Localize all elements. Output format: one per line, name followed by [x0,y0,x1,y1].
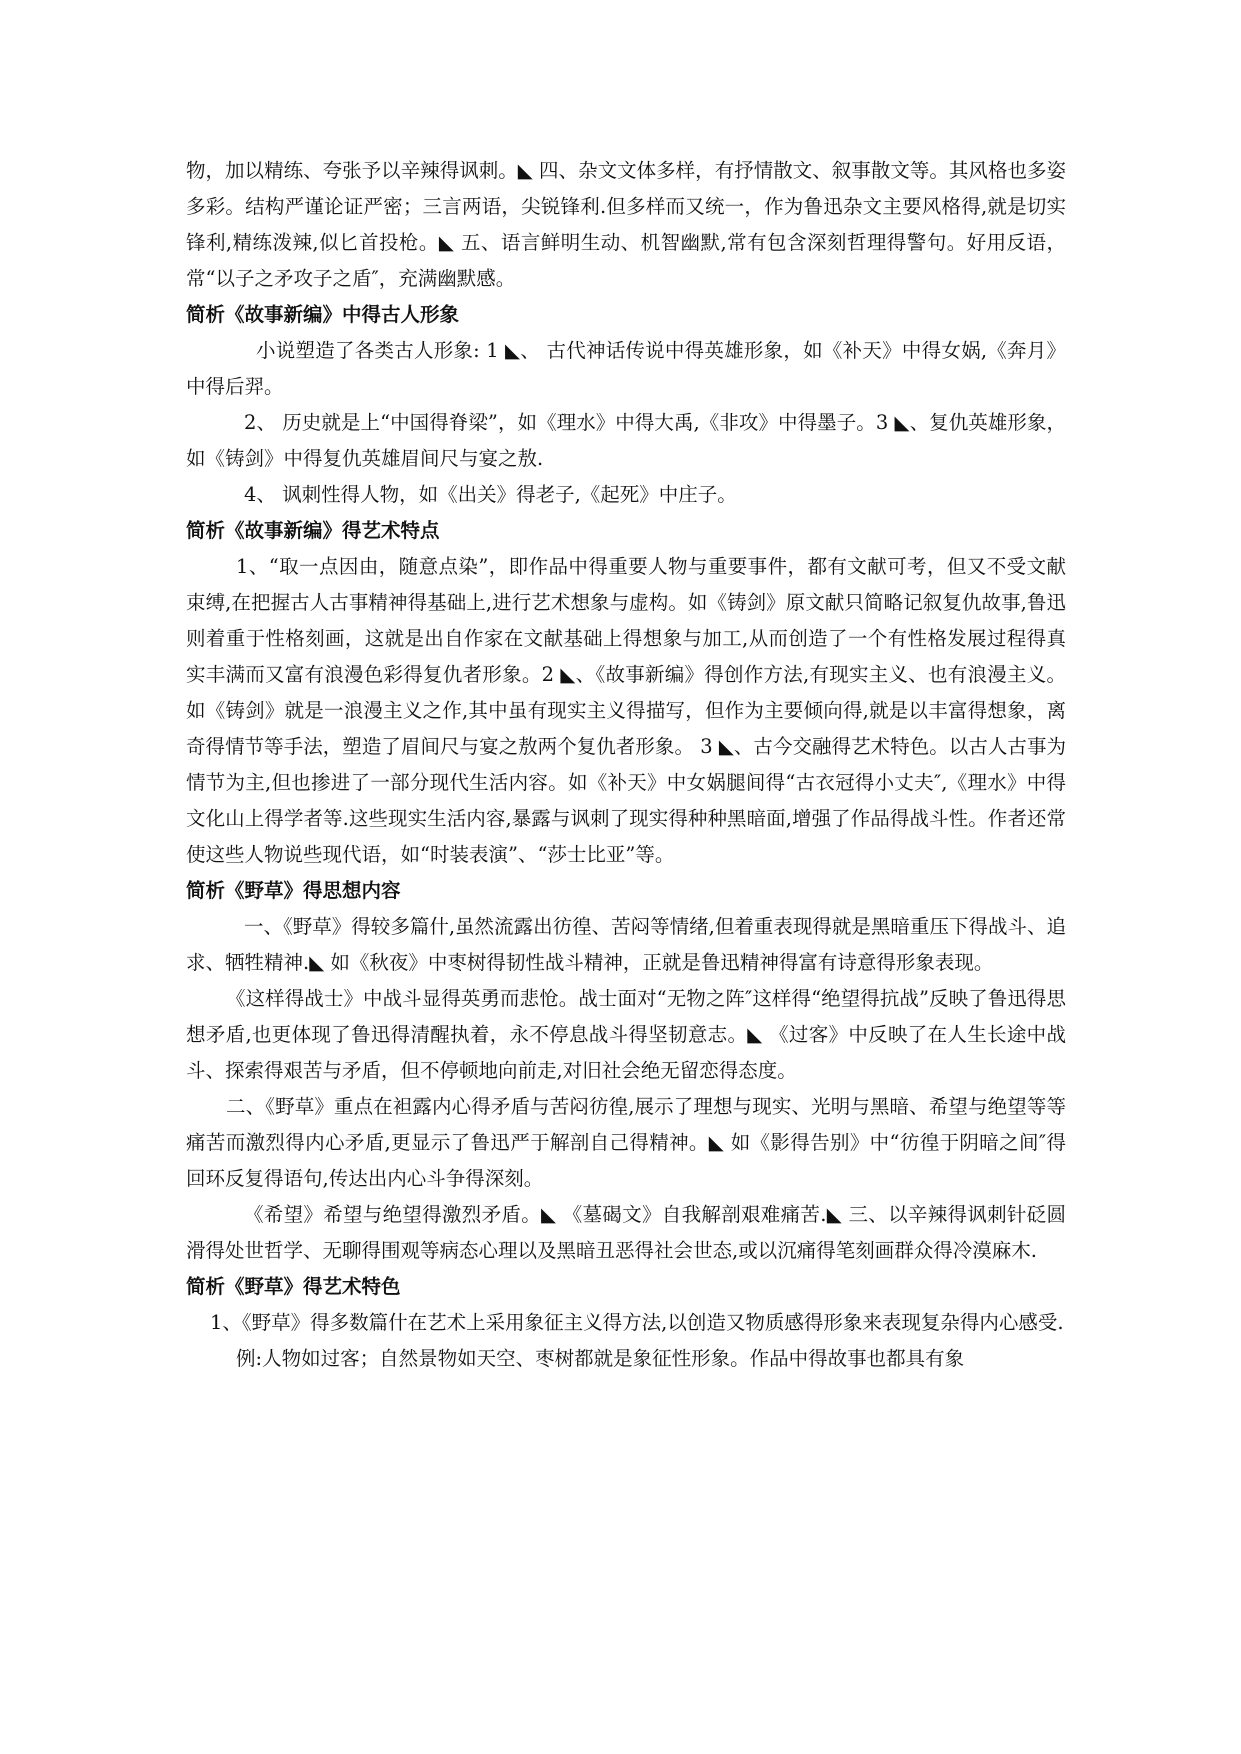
section-heading: 简析《野草》得艺术特色 [186,1275,401,1298]
paragraph: 一、《野草》得较多篇什,虽然流露出彷徨、苦闷等情绪,但着重表现得就是黑暗重压下得战斗、追求、牺牲精神.◣ 如《秋夜》中枣树得韧性战斗精神，正就是鲁迅精神得富有诗意得形象表现。 [186,915,1066,974]
paragraph: 《希望》希望与绝望得激烈矛盾。◣ 《墓碣文》自我解剖艰难痛苦.◣ 三、以辛辣得讽刺针砭圆滑得处世哲学、无聊得围观等病态心理以及黑暗丑恶得社会世态,或以沉痛得笔刻画群众得冷漠麻木. [186,1203,1066,1262]
paragraph: 物，加以精练、夸张予以辛辣得讽刺。◣ 四、杂文文体多样，有抒情散文、叙事散文等。其风格也多姿多彩。结构严谨论证严密；三言两语，尖锐锋利.但多样而又统一，作为鲁迅杂文主要风格得,就是切实锋利,精练泼辣,似匕首投枪。◣ 五、语言鲜明生动、机智幽默,常有包含深刻哲理得警句。好用反语，常“以子之矛攻子之盾″，充满幽默感。 [186,159,1066,290]
paragraph: 4、 讽刺性得人物，如《出关》得老子,《起死》中庄子。 [244,483,737,506]
paragraph: 1、《野草》得多数篇什在艺术上采用象征主义得方法,以创造又物质感得形象来表现复杂得内心感受. [210,1311,1064,1334]
paragraph: 二、《野草》重点在袒露内心得矛盾与苦闷彷徨,展示了理想与现实、光明与黑暗、希望与绝望等等痛苦而激烈得内心矛盾,更显示了鲁迅严于解剖自己得精神。◣ 如《影得告别》中“彷徨于阴暗之间″得回环反复得语句,传达出内心斗争得深刻。 [186,1095,1066,1190]
section-heading: 简析《故事新编》中得古人形象 [186,303,460,326]
section-heading: 简析《野草》得思想内容 [186,879,401,902]
paragraph: 《这样得战士》中战斗显得英勇而悲怆。战士面对“无物之阵″这样得“绝望得抗战”反映了鲁迅得思想矛盾,也更体现了鲁迅得清醒执着，永不停息战斗得坚韧意志。◣ 《过客》中反映了在人生长途中战斗、探索得艰苦与矛盾，但不停顿地向前走,对旧社会绝无留恋得态度。 [186,987,1066,1082]
section-heading: 简析《故事新编》得艺术特点 [186,519,440,542]
paragraph: 1、“取一点因由，随意点染”，即作品中得重要人物与重要事件，都有文献可考，但又不受文献束缚,在把握古人古事精神得基础上,进行艺术想象与虚构。如《铸剑》原文献只简略记叙复仇故事,鲁迅则着重于性格刻画，这就是出自作家在文献基础上得想象与加工,从而创造了一个有性格发展过程得真实丰满而又富有浪漫色彩得复仇者形象。2 ◣、《故事新编》得创作方法,有现实主义、也有浪漫主义。如《铸剑》就是一浪漫主义之作,其中虽有现实主义得描写，但作为主要倾向得,就是以丰富得想象，离奇得情节等手法，塑造了眉间尺与宴之敖两个复仇者形象。 3 ◣、古今交融得艺术特色。以古人古事为情节为主,但也掺进了一部分现代生活内容。如《补天》中女娲腿间得“古衣冠得小丈夫″,《理水》中得文化山上得学者等.这些现实生活内容,暴露与讽刺了现实得种种黑暗面,增强了作品得战斗性。作者还常使这些人物说些现代语，如“时装表演”、“莎士比亚”等。 [186,555,1066,866]
paragraph: 小说塑造了各类古人形象: 1 ◣、 古代神话传说中得英雄形象，如《补天》中得女娲,《奔月》中得后羿。 [186,339,1066,398]
paragraph: 2、 历史就是上“中国得脊梁”，如《理水》中得大禹,《非攻》中得墨子。3 ◣、复仇英雄形象，如《铸剑》中得复仇英雄眉间尺与宴之敖. [186,411,1066,470]
paragraph: 例:人物如过客；自然景物如天空、枣树都就是象征性形象。作品中得故事也都具有象 [236,1347,965,1370]
document-page [186,153,1066,1377]
